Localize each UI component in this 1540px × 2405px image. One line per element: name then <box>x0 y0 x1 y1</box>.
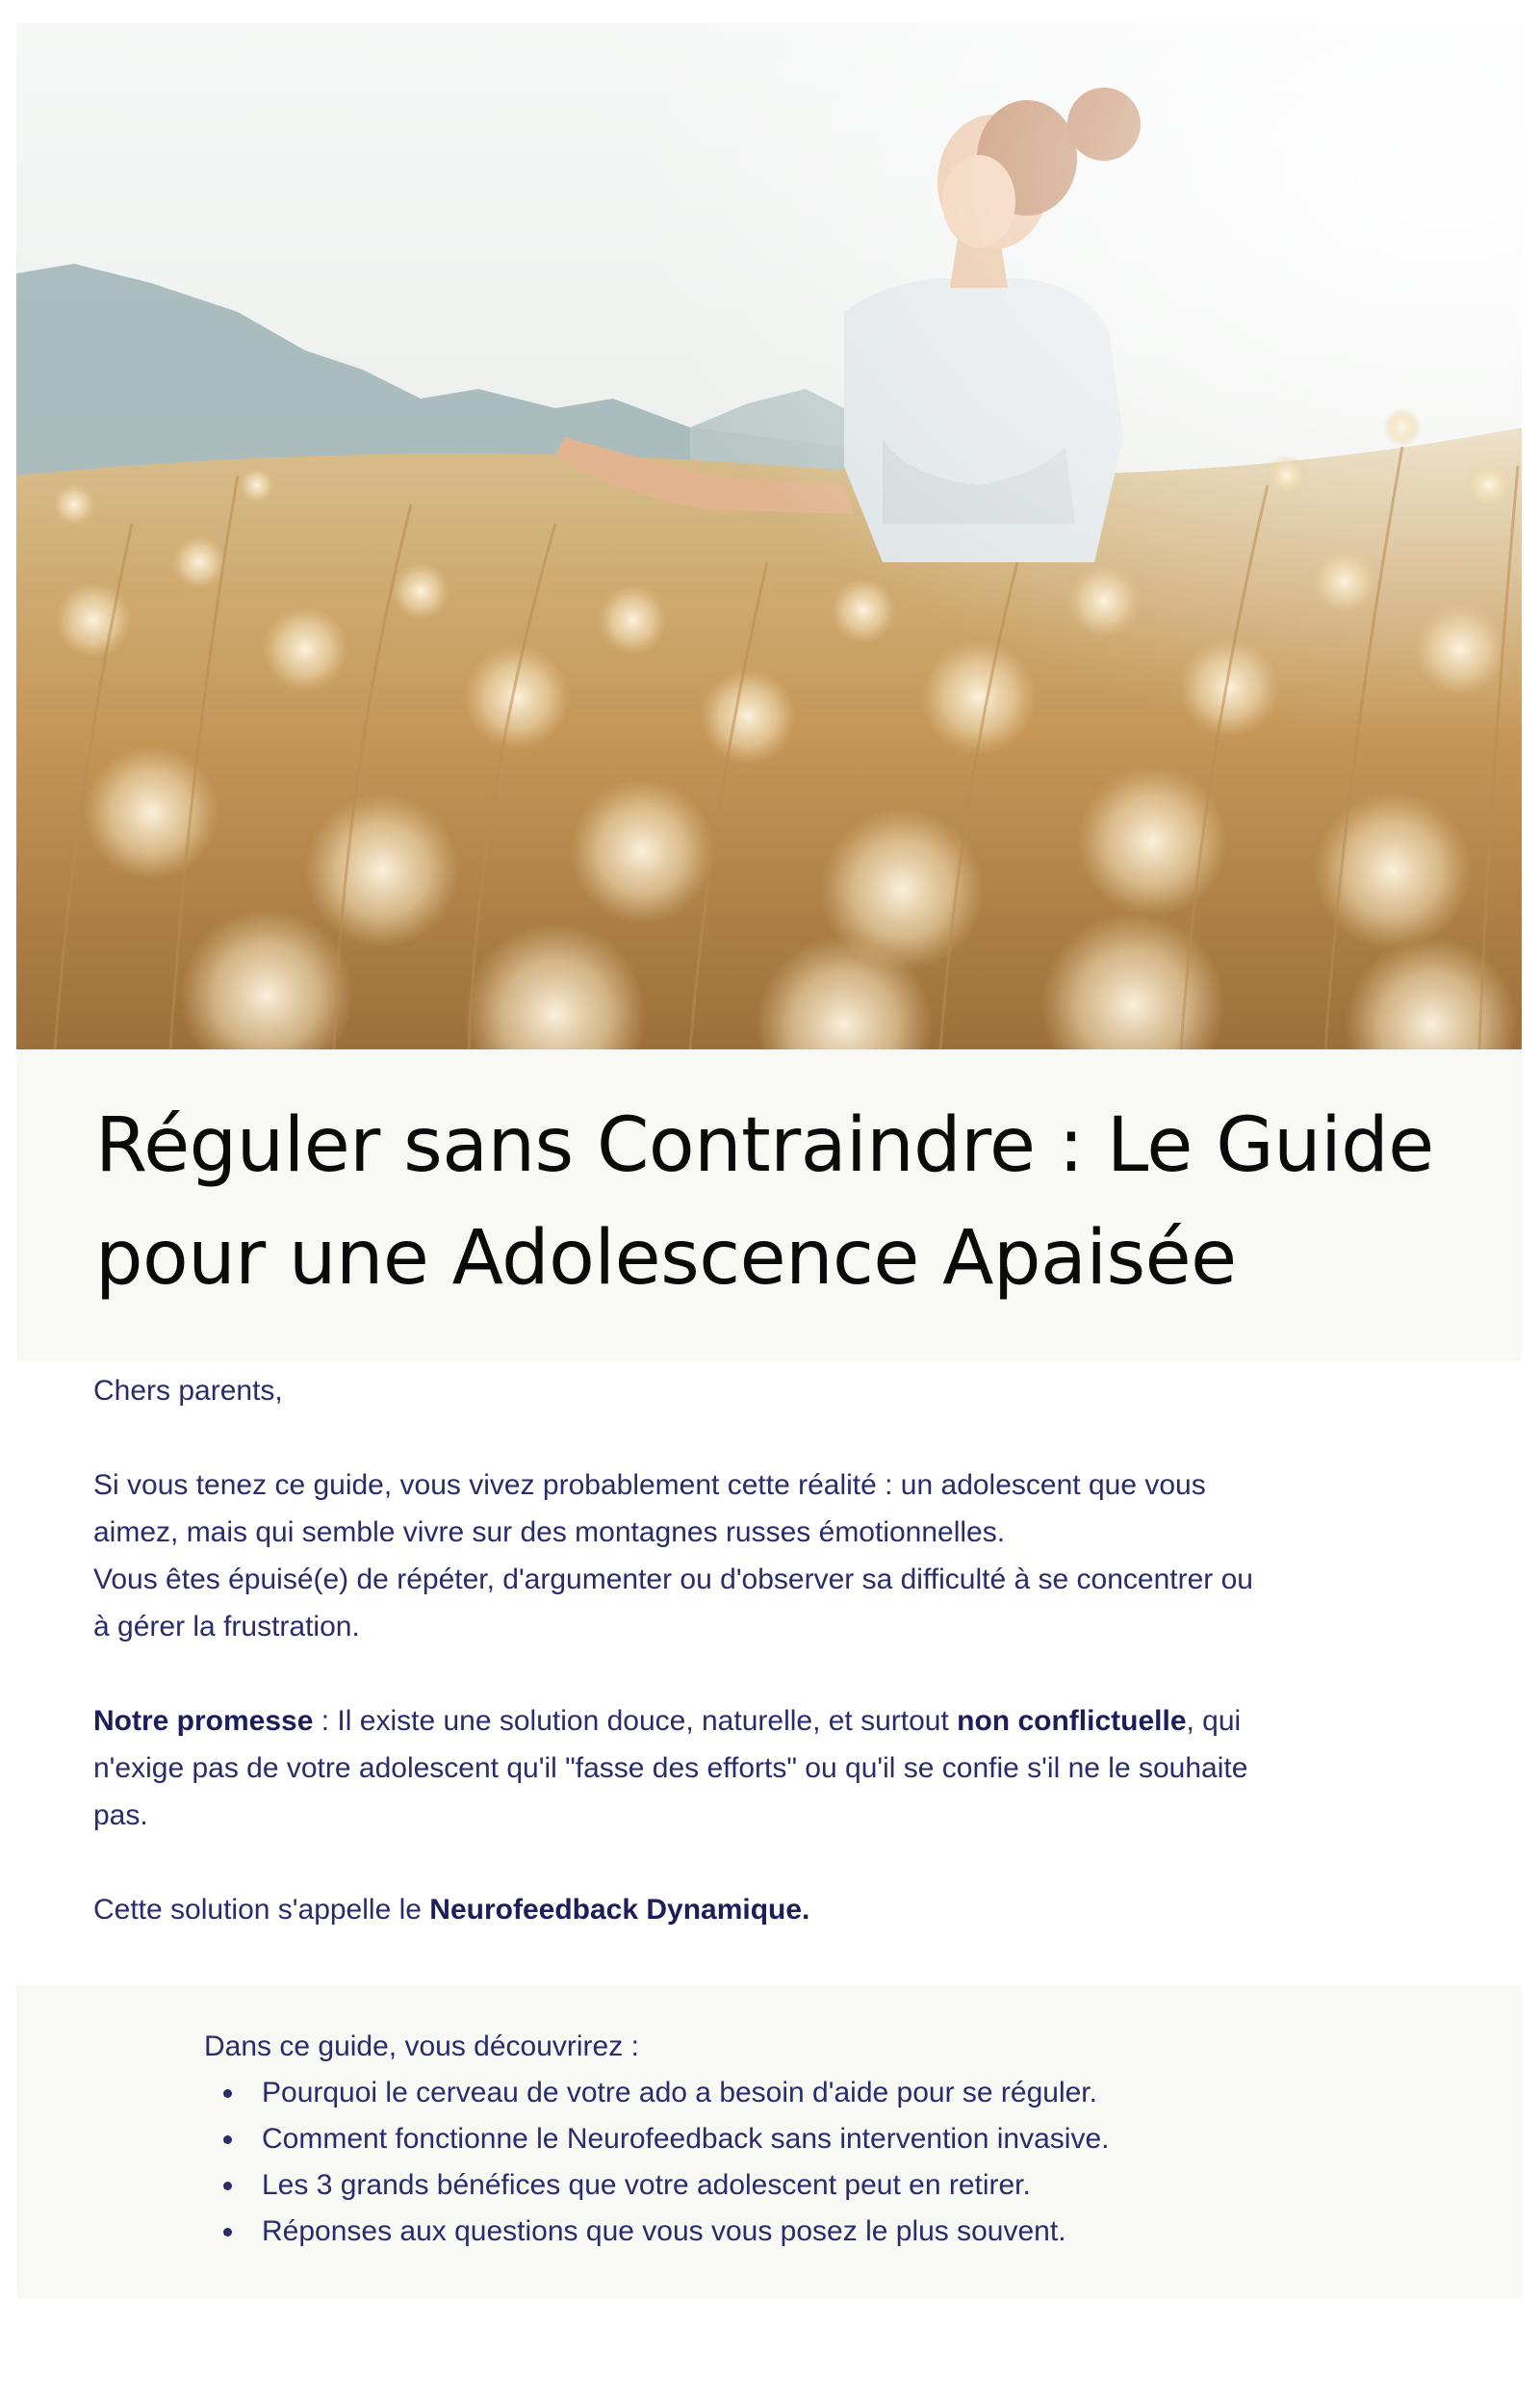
list-item: Pourquoi le cerveau de votre ado a besoin d'aide pour se réguler. <box>204 2070 1110 2116</box>
intro-line-1: Si vous tenez ce guide, vous vivez probablement cette réalité : un adolescent que vous <box>93 1469 1206 1501</box>
intro-paragraph <box>93 1461 1402 1650</box>
promise-bold: non conflictuelle <box>957 1705 1187 1737</box>
guide-summary-band <box>16 1985 1522 2299</box>
page-title <box>95 1090 1481 1315</box>
intro-line-3: Vous êtes épuisé(e) de répéter, d'argumenter ou d'observer sa difficulté à se concentrer ou <box>93 1564 1253 1595</box>
guide-list <box>204 2070 1110 2255</box>
greeting: Chers parents, <box>93 1375 283 1407</box>
solution-name: Neurofeedback Dynamique. <box>429 1894 810 1926</box>
bullet-icon <box>223 2228 232 2237</box>
page-title-line-2: pour une Adolescence Apaisée <box>95 1215 1237 1302</box>
promise-text-2: , qui <box>1186 1705 1242 1737</box>
hero-illustration <box>16 23 1522 1049</box>
page-title-line-1: Réguler sans Contraindre : Le Guide <box>95 1102 1434 1189</box>
solution-text: Cette solution s'appelle le <box>93 1894 430 1926</box>
intro-line-2: aimez, mais qui semble vivre sur des montagnes russes émotionnelles. <box>93 1516 1006 1548</box>
promise-line-3: pas. <box>93 1799 148 1831</box>
promise-text-1: : Il existe une solution douce, naturelle, et surtout <box>313 1705 958 1737</box>
promise-label: Notre promesse <box>93 1705 314 1737</box>
promise-line-2: n'exige pas de votre adolescent qu'il "fasse des efforts" ou qu'il se confie s'il ne le souhaite <box>93 1752 1248 1784</box>
bullet-icon <box>223 2182 232 2190</box>
intro-letter <box>93 1367 1402 1933</box>
title-band <box>16 1049 1522 1361</box>
list-item: Réponses aux questions que vous vous posez le plus souvent. <box>204 2209 1110 2255</box>
intro-line-4: à gérer la frustration. <box>93 1611 360 1642</box>
guide-intro: Dans ce guide, vous découvrirez : <box>204 2030 639 2062</box>
hero-image <box>16 23 1522 1049</box>
bullet-icon <box>223 2089 232 2098</box>
solution-paragraph <box>93 1886 1402 1933</box>
list-item: Les 3 grands bénéfices que votre adolescent peut en retirer. <box>204 2162 1110 2209</box>
list-item: Comment fonctionne le Neurofeedback sans intervention invasive. <box>204 2116 1110 2162</box>
bullet-icon <box>223 2135 232 2144</box>
promise-paragraph <box>93 1697 1402 1839</box>
